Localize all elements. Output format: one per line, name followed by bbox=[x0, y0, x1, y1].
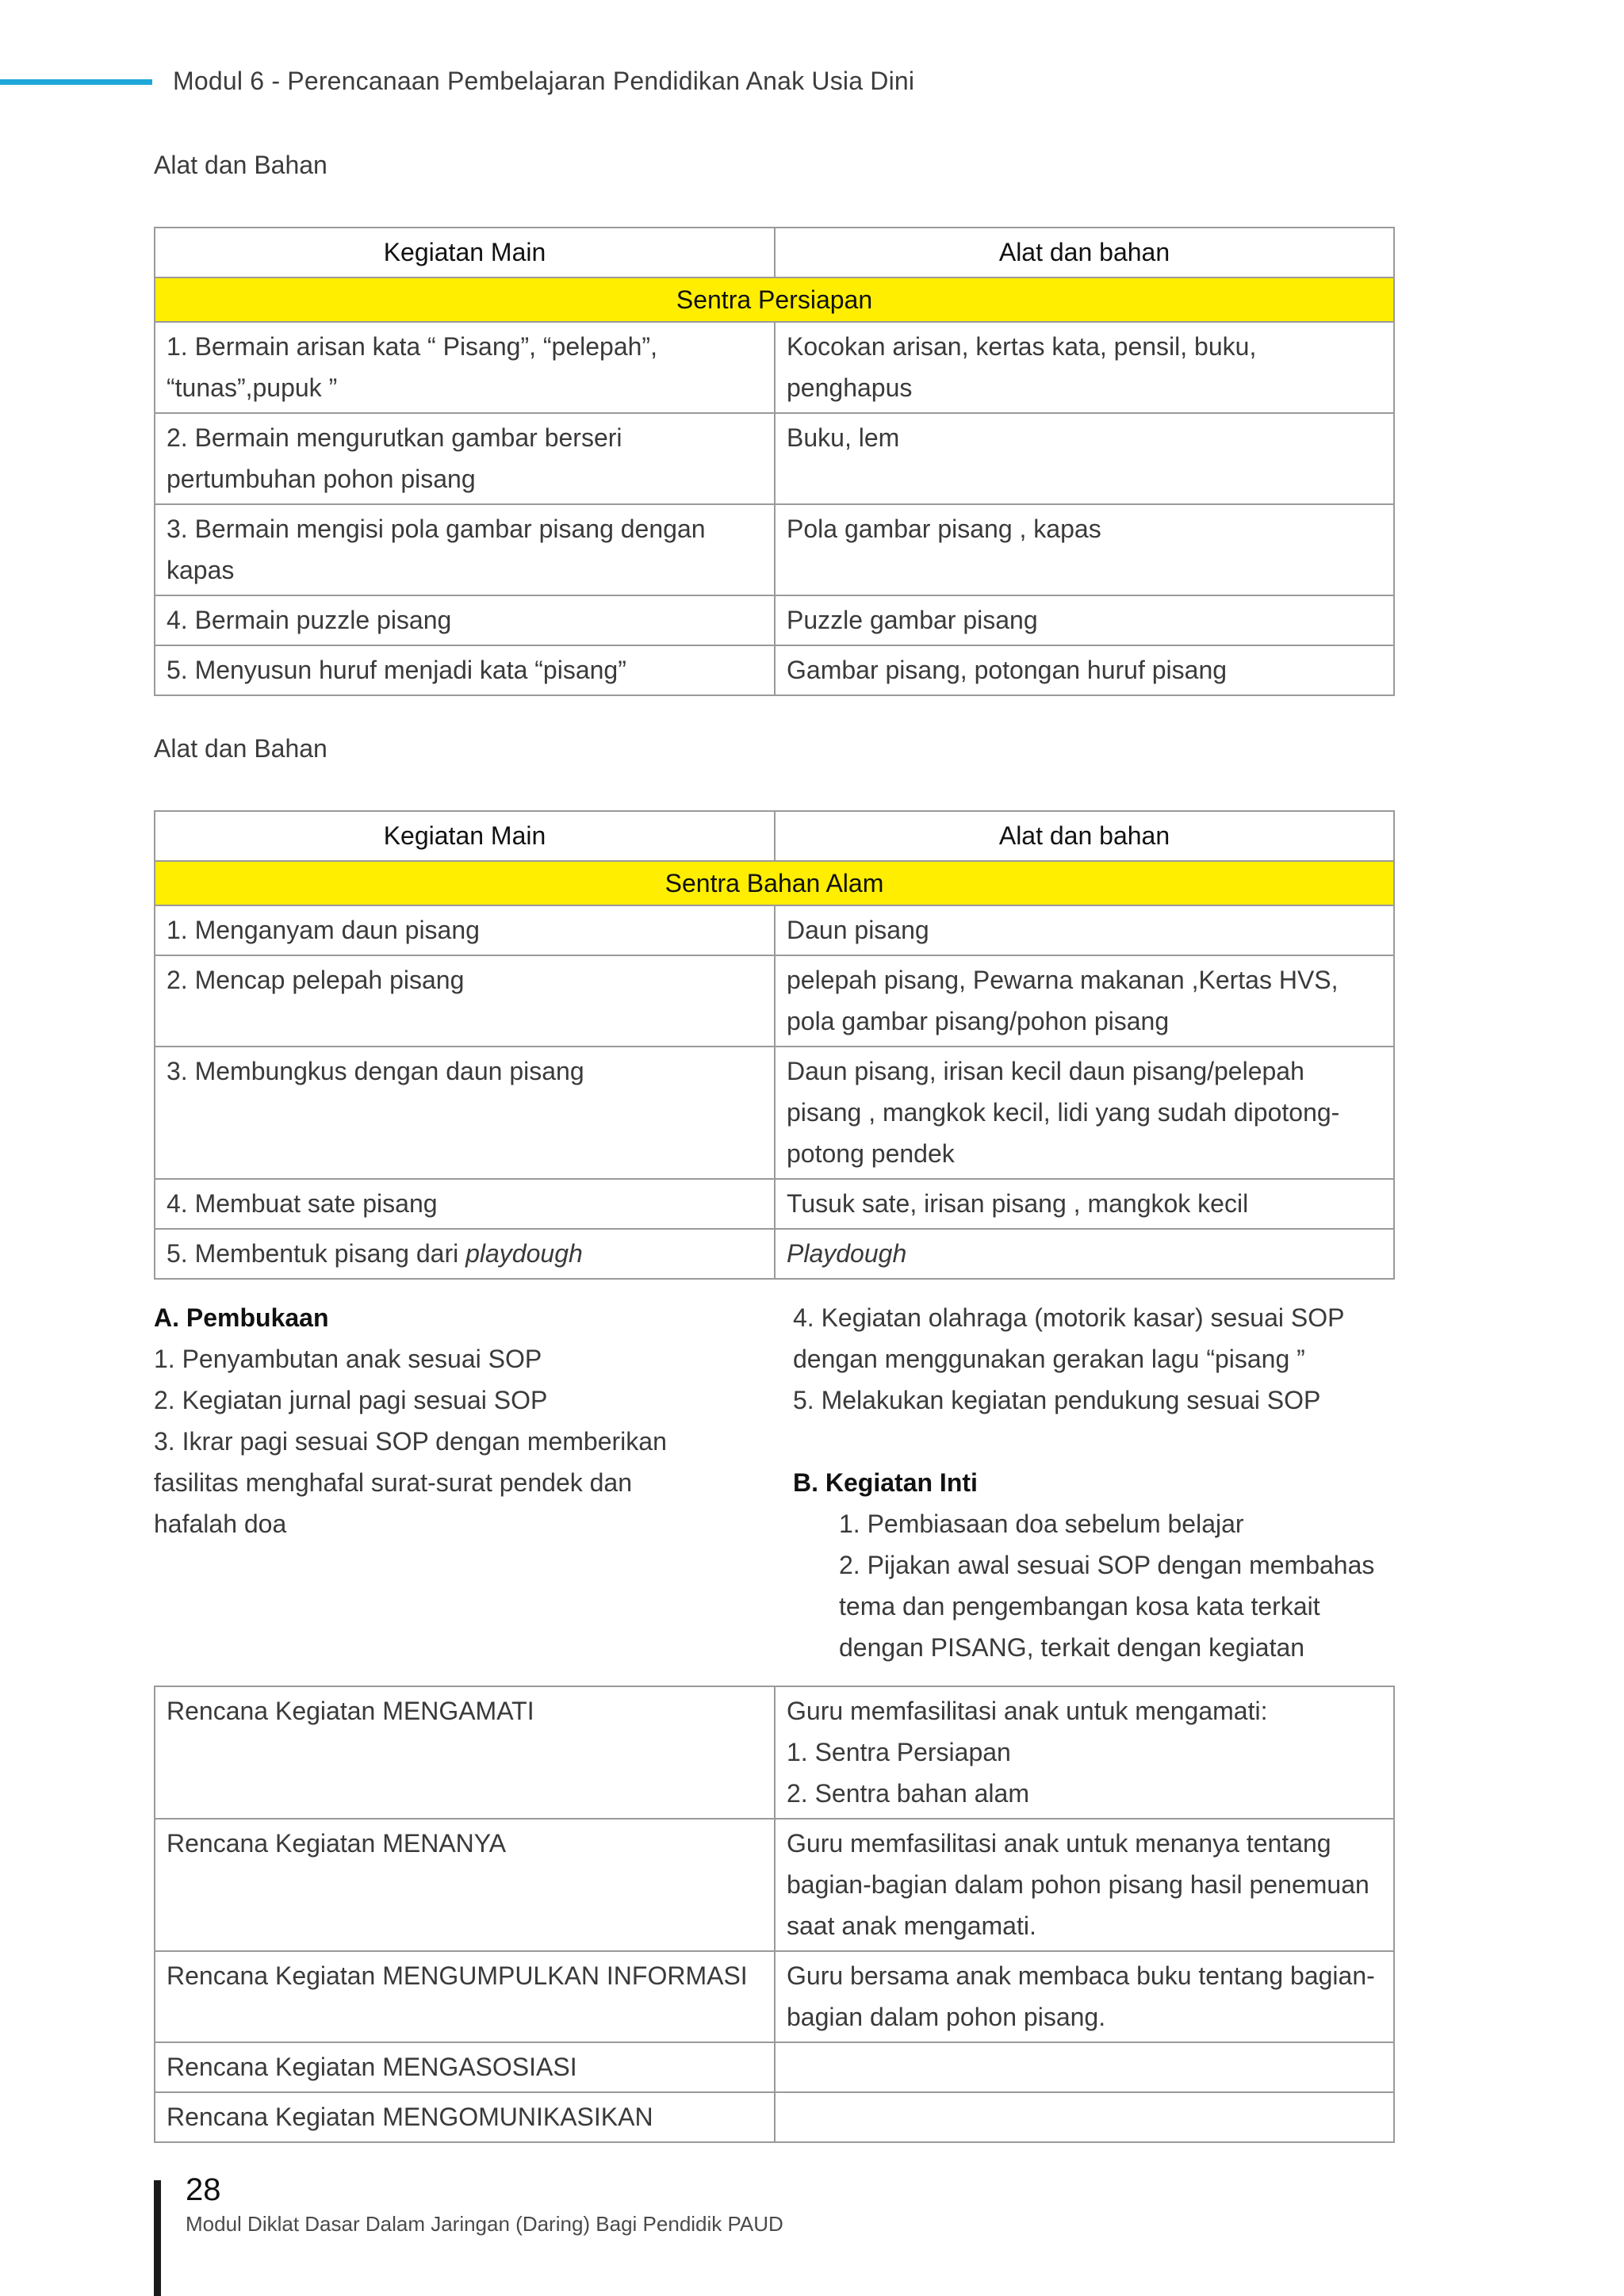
table-row bbox=[155, 322, 1394, 413]
running-header: Modul 6 - Perencanaan Pembelajaran Pendidikan Anak Usia Dini bbox=[173, 67, 915, 95]
list-item: 4. Kegiatan olahraga (motorik kasar) sesuai SOP dengan menggunakan gerakan lagu “pisang ” bbox=[793, 1303, 1344, 1373]
cell-alat: Playdough bbox=[775, 1229, 1394, 1279]
band-sentra-bahan-alam: Sentra Bahan Alam bbox=[155, 861, 1394, 905]
cell-rencana: Rencana Kegiatan MENGOMUNIKASIKAN bbox=[155, 2092, 775, 2142]
cell-alat: Buku, lem bbox=[775, 413, 1394, 504]
cell-deskripsi: Guru bersama anak membaca buku tentang bagian-bagian dalam pohon pisang. bbox=[775, 1951, 1394, 2042]
list-item: 1. Penyambutan anak sesuai SOP bbox=[154, 1345, 542, 1373]
right-column bbox=[793, 1297, 1404, 1668]
cell-kegiatan: 3. Membungkus dengan daun pisang bbox=[155, 1047, 775, 1179]
cell-rencana: Rencana Kegiatan MENGAMATI bbox=[155, 1686, 775, 1819]
inti-heading: B. Kegiatan Inti bbox=[793, 1468, 978, 1497]
cell-text: 5. Membentuk pisang dari bbox=[167, 1239, 466, 1268]
table-row bbox=[155, 1686, 1394, 1819]
cell-rencana: Rencana Kegiatan MENANYA bbox=[155, 1819, 775, 1951]
page-number: 28 bbox=[186, 2172, 221, 2207]
cell-rencana: Rencana Kegiatan MENGUMPULKAN INFORMASI bbox=[155, 1951, 775, 2042]
table-sentra-bahan-alam bbox=[154, 810, 1395, 1280]
table-row bbox=[155, 1229, 1394, 1279]
table-header-row bbox=[155, 811, 1394, 861]
cell-alat: Puzzle gambar pisang bbox=[775, 595, 1394, 645]
cell-kegiatan: 4. Bermain puzzle pisang bbox=[155, 595, 775, 645]
table-row bbox=[155, 413, 1394, 504]
cell-rencana: Rencana Kegiatan MENGASOSIASI bbox=[155, 2042, 775, 2092]
cell-deskripsi: Guru memfasilitasi anak untuk menanya tentang bagian-bagian dalam pohon pisang hasil penemuan saat anak mengamati. bbox=[775, 1819, 1394, 1951]
cell-alat: Kocokan arisan, kertas kata, pensil, buku, penghapus bbox=[775, 322, 1394, 413]
table-header-row bbox=[155, 228, 1394, 277]
table-row bbox=[155, 955, 1394, 1047]
cell-alat: pelepah pisang, Pewarna makanan ,Kertas HVS, pola gambar pisang/pohon pisang bbox=[775, 955, 1394, 1047]
cell-line: Guru memfasilitasi anak untuk mengamati: bbox=[787, 1697, 1268, 1725]
table-row bbox=[155, 504, 1394, 595]
cell-kegiatan: 4. Membuat sate pisang bbox=[155, 1179, 775, 1229]
cell-kegiatan bbox=[155, 1229, 775, 1279]
spacer bbox=[793, 1421, 1404, 1462]
band-row bbox=[155, 861, 1394, 905]
cell-deskripsi bbox=[775, 2042, 1394, 2092]
table-row bbox=[155, 1951, 1394, 2042]
section-label-1: Alat dan Bahan bbox=[154, 151, 327, 179]
cell-line: 1. Sentra Persiapan bbox=[787, 1738, 1011, 1766]
list-item: 2. Pijakan awal sesuai SOP dengan membahas tema dan pengembangan kosa kata terkait dengan PISANG, terkait dengan kegiatan bbox=[839, 1551, 1375, 1662]
table-row bbox=[155, 2042, 1394, 2092]
header-accent-line bbox=[0, 79, 152, 85]
band-row bbox=[155, 277, 1394, 322]
col-header-kegiatan: Kegiatan Main bbox=[155, 811, 775, 861]
cell-alat: Daun pisang bbox=[775, 905, 1394, 955]
col-header-kegiatan: Kegiatan Main bbox=[155, 228, 775, 277]
cell-alat: Pola gambar pisang , kapas bbox=[775, 504, 1394, 595]
col-header-alat: Alat dan bahan bbox=[775, 228, 1394, 277]
cell-kegiatan: 1. Menganyam daun pisang bbox=[155, 905, 775, 955]
list-item: 2. Kegiatan jurnal pagi sesuai SOP bbox=[154, 1386, 548, 1414]
band-sentra-persiapan: Sentra Persiapan bbox=[155, 277, 1394, 322]
list-item: 3. Ikrar pagi sesuai SOP dengan memberikan fasilitas menghafal surat-surat pendek dan hafalah doa bbox=[154, 1427, 667, 1538]
pembukaan-column bbox=[154, 1297, 709, 1544]
cell-kegiatan: 2. Bermain mengurutkan gambar berseri pertumbuhan pohon pisang bbox=[155, 413, 775, 504]
list-item: 5. Melakukan kegiatan pendukung sesuai SOP bbox=[793, 1386, 1321, 1414]
table-sentra-persiapan bbox=[154, 227, 1395, 696]
cell-line: 2. Sentra bahan alam bbox=[787, 1779, 1029, 1808]
footer-accent-bar bbox=[154, 2180, 161, 2296]
table-row bbox=[155, 2092, 1394, 2142]
pembukaan-heading: A. Pembukaan bbox=[154, 1303, 329, 1332]
inti-list bbox=[793, 1503, 1404, 1668]
cell-alat: Daun pisang, irisan kecil daun pisang/pelepah pisang , mangkok kecil, lidi yang sudah dipotong-potong pendek bbox=[775, 1047, 1394, 1179]
table-row bbox=[155, 1819, 1394, 1951]
cell-alat: Gambar pisang, potongan huruf pisang bbox=[775, 645, 1394, 695]
table-row bbox=[155, 1047, 1394, 1179]
table-row bbox=[155, 645, 1394, 695]
cell-deskripsi bbox=[775, 1686, 1394, 1819]
cell-kegiatan: 2. Mencap pelepah pisang bbox=[155, 955, 775, 1047]
cell-kegiatan: 3. Bermain mengisi pola gambar pisang dengan kapas bbox=[155, 504, 775, 595]
table-row bbox=[155, 905, 1394, 955]
cell-alat: Tusuk sate, irisan pisang , mangkok kecil bbox=[775, 1179, 1394, 1229]
col-header-alat: Alat dan bahan bbox=[775, 811, 1394, 861]
section-label-2: Alat dan Bahan bbox=[154, 734, 327, 763]
cell-text-italic: playdough bbox=[465, 1239, 583, 1268]
table-rencana-kegiatan bbox=[154, 1686, 1395, 2143]
list-item: 1. Pembiasaan doa sebelum belajar bbox=[839, 1510, 1244, 1538]
cell-deskripsi bbox=[775, 2092, 1394, 2142]
table-row bbox=[155, 1179, 1394, 1229]
cell-kegiatan: 1. Bermain arisan kata “ Pisang”, “pelepah”, “tunas”,pupuk ” bbox=[155, 322, 775, 413]
cell-kegiatan: 5. Menyusun huruf menjadi kata “pisang” bbox=[155, 645, 775, 695]
footer-title: Modul Diklat Dasar Dalam Jaringan (Daring) Bagi Pendidik PAUD bbox=[186, 2212, 783, 2236]
table-row bbox=[155, 595, 1394, 645]
